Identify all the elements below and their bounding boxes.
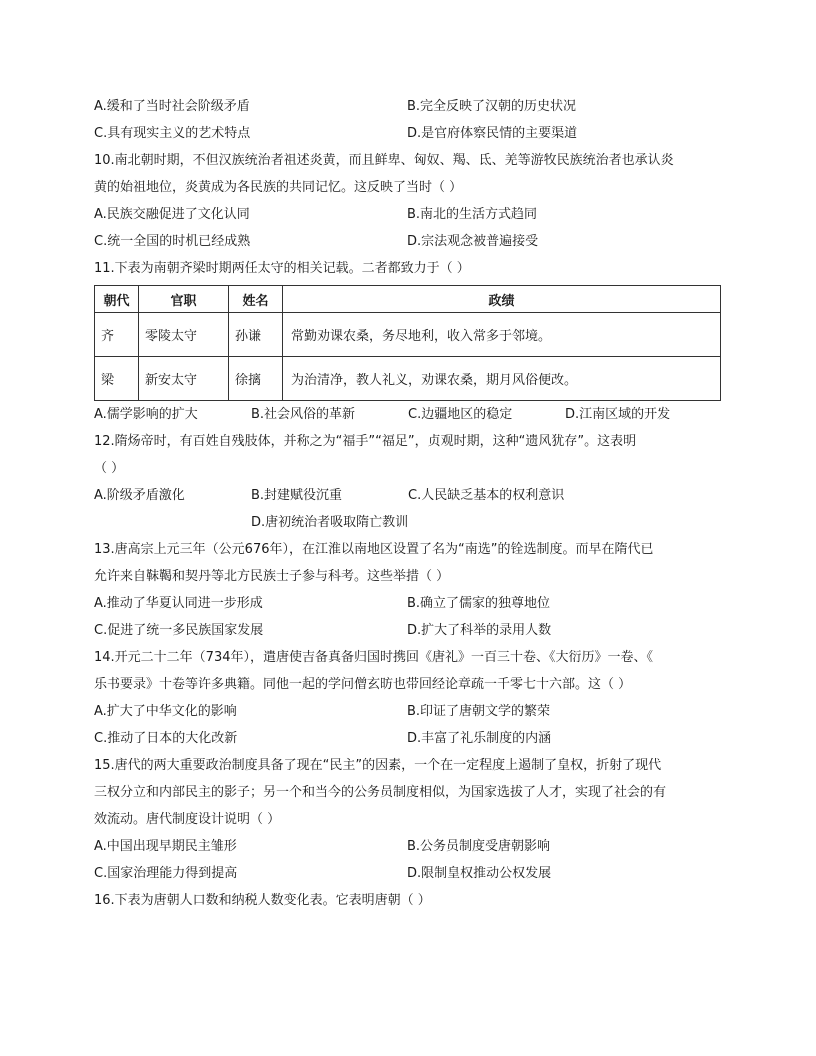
q9-option-d[interactable]: D.是官府体察民情的主要渠道 bbox=[407, 126, 578, 141]
q14-options-row-1 bbox=[94, 698, 724, 725]
q15-option-d[interactable]: D.限制皇权推动公权发展 bbox=[407, 866, 552, 881]
q16-stem: 16.下表为唐朝人口数和纳税人数变化表。它表明唐朝（ ） bbox=[94, 893, 431, 908]
q11-stem: 11.下表为南朝齐梁时期两任太守的相关记载。二者都致力于（ ） bbox=[94, 261, 470, 276]
table-cell-name: 孙谦 bbox=[229, 313, 283, 357]
q11-option-d[interactable]: D.江南区域的开发 bbox=[565, 407, 671, 422]
q10-options-row-1 bbox=[94, 201, 724, 228]
exam-page bbox=[94, 93, 724, 914]
table-header-row bbox=[95, 286, 721, 313]
q12-option-spacer bbox=[94, 509, 251, 536]
q12-option-d[interactable]: D.唐初统治者吸取隋亡教训 bbox=[251, 515, 409, 530]
q14-options-row-2 bbox=[94, 725, 724, 752]
table-header-office: 官职 bbox=[139, 286, 229, 313]
q13-option-b[interactable]: B.确立了儒家的独尊地位 bbox=[407, 596, 551, 611]
table-header-achievements: 政绩 bbox=[283, 286, 721, 313]
q11-record-table bbox=[94, 285, 721, 401]
q13-option-a[interactable]: A.推动了华夏认同进一步形成 bbox=[94, 596, 263, 611]
q11-option-a[interactable]: A.儒学影响的扩大 bbox=[94, 407, 198, 422]
q12-options-row-1 bbox=[94, 482, 724, 509]
q10-option-d[interactable]: D.宗法观念被普遍接受 bbox=[407, 234, 539, 249]
q13-stem-line-1: 13.唐高宗上元三年（公元676年），在江淮以南地区设置了名为“南选”的铨选制度。而早在隋代已 bbox=[94, 542, 654, 557]
q13-options-row-2 bbox=[94, 617, 724, 644]
q15-option-b[interactable]: B.公务员制度受唐朝影响 bbox=[407, 839, 551, 854]
q14-option-a[interactable]: A.扩大了中华文化的影响 bbox=[94, 704, 237, 719]
table-header-dynasty: 朝代 bbox=[95, 286, 139, 313]
q14-option-d[interactable]: D.丰富了礼乐制度的内涵 bbox=[407, 731, 552, 746]
q12-option-c[interactable]: C.人民缺乏基本的权利意识 bbox=[408, 488, 565, 503]
q10-option-a[interactable]: A.民族交融促进了文化认同 bbox=[94, 207, 250, 222]
q12-option-b[interactable]: B.封建赋役沉重 bbox=[251, 488, 343, 503]
table-cell-achievements: 常勤劝课农桑，务尽地利，收入常多于邻境。 bbox=[283, 313, 721, 357]
table-row bbox=[95, 313, 721, 357]
q11-option-c[interactable]: C.边疆地区的稳定 bbox=[408, 407, 513, 422]
table-cell-office: 零陵太守 bbox=[139, 313, 229, 357]
q9-option-a[interactable]: A.缓和了当时社会阶级矛盾 bbox=[94, 99, 250, 114]
q13-option-d[interactable]: D.扩大了科举的录用人数 bbox=[407, 623, 552, 638]
q15-stem-line-3: 效流动。唐代制度设计说明（ ） bbox=[94, 812, 281, 827]
q9-option-c[interactable]: C.具有现实主义的艺术特点 bbox=[94, 126, 251, 141]
q12-option-a[interactable]: A.阶级矛盾激化 bbox=[94, 488, 185, 503]
q13-stem-line-2: 允许来自靺鞨和契丹等北方民族士子参与科考。这些举措（ ） bbox=[94, 569, 450, 584]
q14-stem-line-1: 14.开元二十二年（734年），遣唐使吉备真备归国时携回《唐礼》一百三十卷、《大衍历》一卷、《 bbox=[94, 650, 653, 665]
q15-options-row-1 bbox=[94, 833, 724, 860]
table-header-name: 姓名 bbox=[229, 286, 283, 313]
table-cell-dynasty: 梁 bbox=[95, 357, 139, 401]
q15-option-a[interactable]: A.中国出现早期民主雏形 bbox=[94, 839, 237, 854]
q15-option-c[interactable]: C.国家治理能力得到提高 bbox=[94, 866, 238, 881]
q10-stem-line-2: 黄的始祖地位，炎黄成为各民族的共同记忆。这反映了当时（ ） bbox=[94, 180, 463, 195]
q9-options-row-1 bbox=[94, 93, 724, 120]
q14-option-b[interactable]: B.印证了唐朝文学的繁荣 bbox=[407, 704, 551, 719]
q12-stem-line-1: 12.隋炀帝时，有百姓自残肢体，并称之为“福手”“福足”，贞观时期，这种“遗风犹存”。这表明 bbox=[94, 434, 637, 449]
q11-option-b[interactable]: B.社会风俗的革新 bbox=[251, 407, 356, 422]
q9-option-b[interactable]: B.完全反映了汉朝的历史状况 bbox=[407, 99, 577, 114]
q14-stem-line-2: 乐书要录》十卷等许多典籍。同他一起的学问僧玄昉也带回经论章疏一千零七十六部。这（ ） bbox=[94, 677, 632, 692]
q15-stem-line-2: 三权分立和内部民主的影子；另一个和当今的公务员制度相似，为国家选拔了人才，实现了社会的有 bbox=[94, 785, 667, 800]
table-row bbox=[95, 357, 721, 401]
q10-option-b[interactable]: B.南北的生活方式趋同 bbox=[407, 207, 538, 222]
table-cell-name: 徐摛 bbox=[229, 357, 283, 401]
q10-option-c[interactable]: C.统一全国的时机已经成熟 bbox=[94, 234, 251, 249]
table-cell-office: 新安太守 bbox=[139, 357, 229, 401]
q12-stem-line-2: （ ） bbox=[94, 461, 125, 476]
q12-options-row-2 bbox=[94, 509, 724, 536]
q13-options-row-1 bbox=[94, 590, 724, 617]
q11-options-row bbox=[94, 401, 724, 428]
table-cell-achievements: 为治清净，教人礼义，劝课农桑，期月风俗便改。 bbox=[283, 357, 721, 401]
q14-option-c[interactable]: C.推动了日本的大化改新 bbox=[94, 731, 238, 746]
q10-stem-line-1: 10.南北朝时期，不但汉族统治者祖述炎黄，而且鲜卑、匈奴、羯、氐、羌等游牧民族统治者也承认炎 bbox=[94, 153, 674, 168]
q9-options-row-2 bbox=[94, 120, 724, 147]
q15-options-row-2 bbox=[94, 860, 724, 887]
q15-stem-line-1: 15.唐代的两大重要政治制度具备了现在“民主”的因素，一个在一定程度上遏制了皇权，折射了现代 bbox=[94, 758, 662, 773]
table-cell-dynasty: 齐 bbox=[95, 313, 139, 357]
q10-options-row-2 bbox=[94, 228, 724, 255]
q13-option-c[interactable]: C.促进了统一多民族国家发展 bbox=[94, 623, 264, 638]
